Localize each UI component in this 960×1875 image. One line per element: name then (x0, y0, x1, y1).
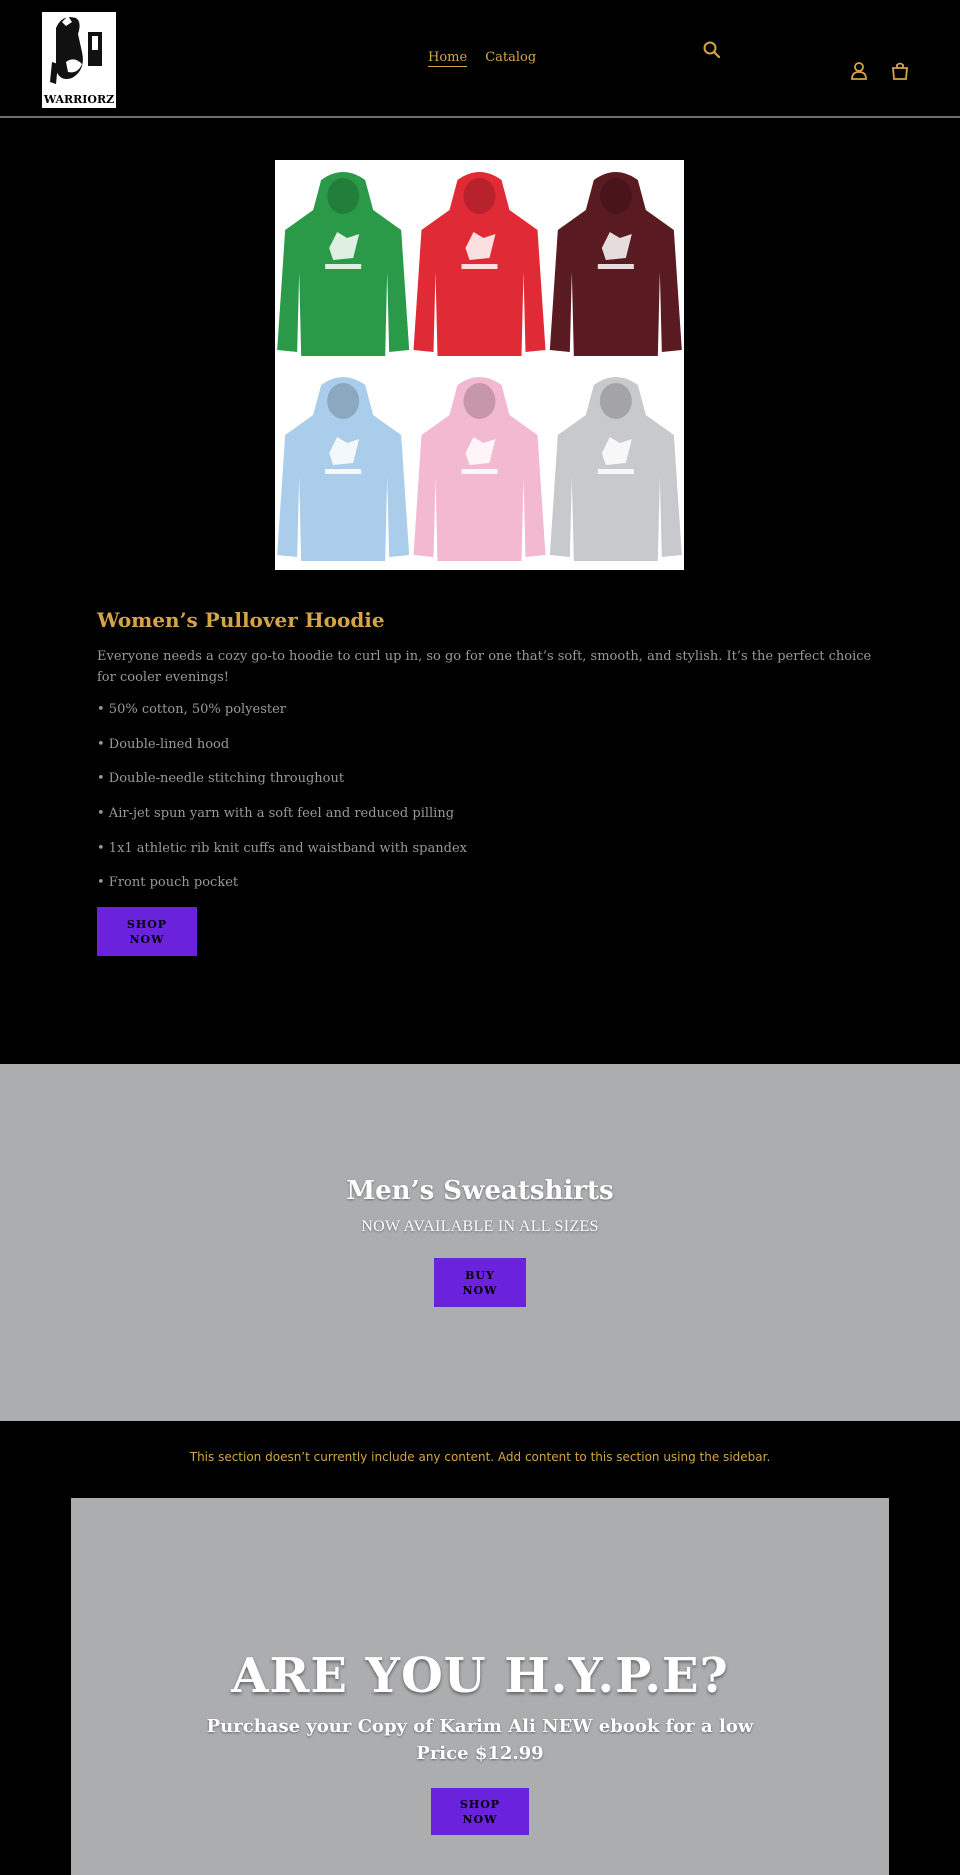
logo-text: WARRIORZ (43, 93, 115, 106)
main-nav (428, 50, 536, 67)
hoodie-thumbnail (414, 172, 546, 356)
nav-link-home[interactable]: Home (428, 50, 468, 65)
button-label-line1: BUY (465, 1268, 495, 1282)
button-label-line1: SHOP (459, 1797, 501, 1811)
button-label (463, 1268, 498, 1298)
nav-link-catalog[interactable]: Catalog (485, 50, 537, 65)
hoodie-thumbnail (550, 377, 682, 561)
feature-bullet: • Double-lined hood (97, 737, 230, 752)
button-label (127, 917, 167, 947)
mens-sweatshirts-banner (0, 1064, 960, 1421)
feature-bullet: • Front pouch pocket (97, 875, 239, 890)
feature-bullet: • 50% cotton, 50% polyester (97, 702, 287, 717)
feature-bullet: • Double-needle stitching throughout (97, 771, 345, 786)
banner-title: Men’s Sweatshirts (346, 1176, 614, 1206)
empty-section-note: This section doesn’t currently include any content. Add content to this section using the sidebar. (189, 1450, 771, 1464)
shop-now-ebook-button[interactable] (431, 1788, 529, 1835)
button-label-line2: NOW (462, 1812, 498, 1826)
product-image (275, 160, 684, 570)
cart-icon[interactable] (890, 61, 910, 81)
buy-now-button[interactable] (434, 1258, 526, 1307)
hoodie-thumbnail (550, 172, 682, 356)
product-title: Women’s Pullover Hoodie (97, 608, 385, 632)
hoodie-thumbnail (277, 172, 409, 356)
user-icon[interactable] (849, 61, 869, 81)
hype-subtitle: Purchase your Copy of Karim Ali NEW ebook for a low Price $12.99 (206, 1716, 754, 1764)
banner-subtitle: NOW AVAILABLE IN ALL SIZES (361, 1218, 599, 1235)
button-label-line2: NOW (462, 1283, 498, 1297)
hoodie-thumbnail (277, 377, 409, 561)
search-icon[interactable] (702, 40, 722, 60)
feature-bullet: • Air-jet spun yarn with a soft feel and reduced pilling (97, 806, 455, 821)
button-label-line1: SHOP (126, 917, 168, 931)
site-header (0, 0, 960, 118)
button-label-line2: NOW (129, 932, 165, 946)
feature-bullet: • 1x1 athletic rib knit cuffs and waistband with spandex (97, 841, 467, 856)
shop-now-button[interactable] (97, 907, 197, 956)
store-logo[interactable] (42, 12, 116, 108)
hoodie-grid (275, 160, 684, 570)
hype-title: ARE YOU H.Y.P.E? (231, 1648, 729, 1704)
button-label (460, 1797, 500, 1827)
product-description: Everyone needs a cozy go-to hoodie to curl up in, so go for one that’s soft, smooth, and stylish. It’s the perfect choice for cooler evenings! (97, 649, 872, 685)
hoodie-thumbnail (414, 377, 546, 561)
